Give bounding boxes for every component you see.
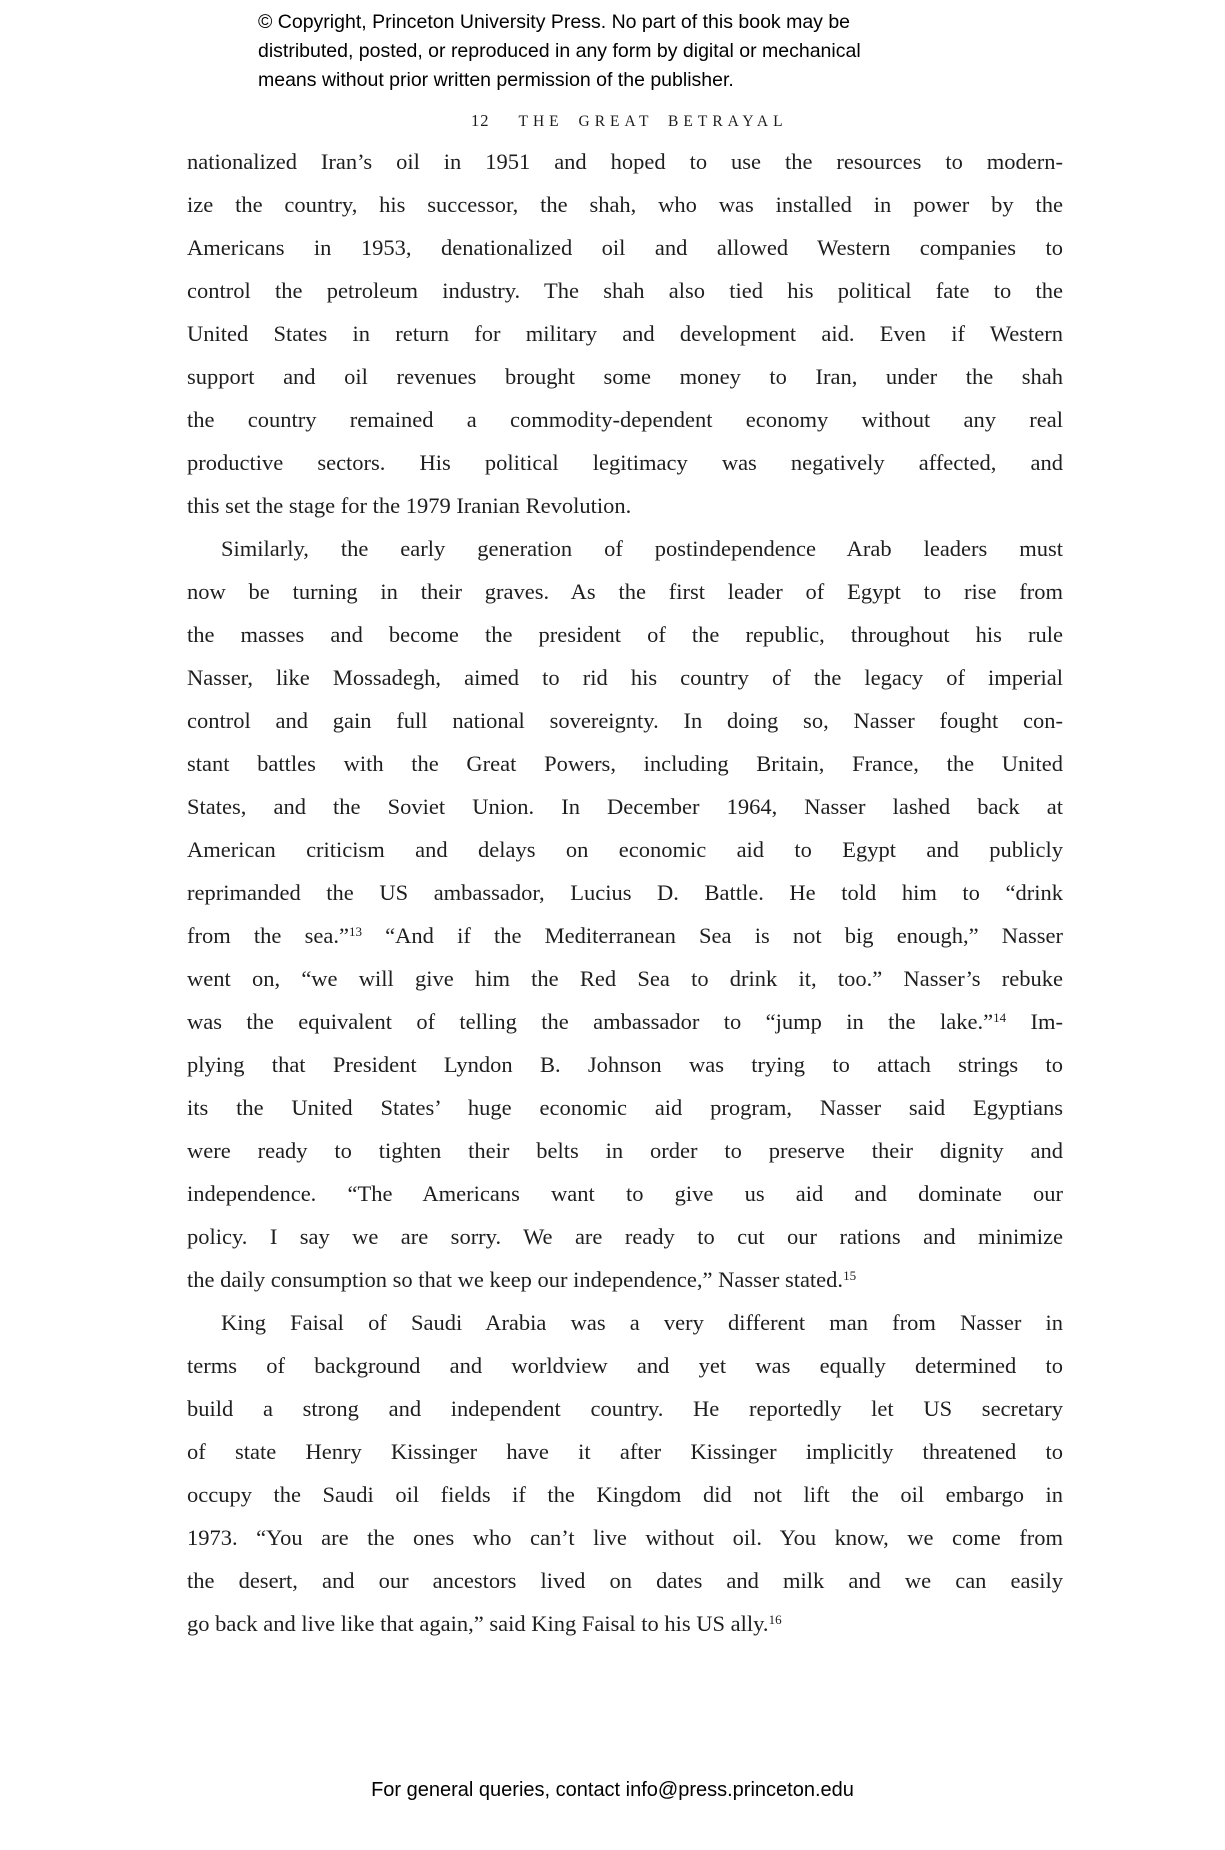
text-line: now be turning in their graves. As the first leader of Egypt to rise from [187, 579, 1063, 604]
footnote-ref: 13 [348, 923, 362, 939]
text-line: ize the country, his successor, the shah, who was installed in power by the [187, 192, 1063, 217]
page-number: 12 [471, 111, 490, 130]
paragraph [187, 140, 1063, 527]
text-line: stant battles with the Great Powers, including Britain, France, the United [187, 751, 1063, 776]
text-line: its the United States’ huge economic aid program, Nasser said Egyptians [187, 1095, 1063, 1120]
text-line: Americans in 1953, denationalized oil and allowed Western companies to [187, 235, 1063, 260]
footnote-ref: 16 [768, 1611, 782, 1627]
text-line: the daily consumption so that we keep our independence,” Nasser stated.$^{15}$ [187, 1267, 857, 1292]
body-text [187, 140, 1063, 1645]
text-line: of state Henry Kissinger have it after Kissinger implicitly threatened to [187, 1439, 1063, 1464]
text-line: Nasser, like Mossadegh, aimed to rid his country of the legacy of imperial [187, 665, 1063, 690]
text-line: the desert, and our ancestors lived on dates and milk and we can easily [187, 1568, 1063, 1593]
footnote-ref: 15 [843, 1267, 857, 1283]
text-line: terms of background and worldview and yet was equally determined to [187, 1353, 1063, 1378]
text-line: the masses and become the president of the republic, throughout his rule [187, 622, 1063, 647]
text-line: the country remained a commodity-dependent economy without any real [187, 407, 1063, 432]
footnote-ref: 14 [993, 1009, 1007, 1025]
text-line: productive sectors. His political legitimacy was negatively affected, and [187, 450, 1063, 475]
footer-query-line: For general queries, contact info@press.princeton.edu [371, 1779, 854, 1801]
text-line: control and gain full national sovereignty. In doing so, Nasser fought con- [187, 708, 1063, 733]
text-line: this set the stage for the 1979 Iranian Revolution. [187, 493, 632, 518]
text-line: United States in return for military and development aid. Even if Western [187, 321, 1063, 346]
copyright-notice [258, 8, 861, 95]
running-header [471, 111, 788, 131]
text-line: States, and the Soviet Union. In December 1964, Nasser lashed back at [187, 794, 1063, 819]
paragraph [187, 1301, 1063, 1645]
page-footer [0, 1779, 1225, 1802]
text-line: policy. I say we are sorry. We are ready to cut our rations and minimize [187, 1224, 1063, 1249]
text-line: Similarly, the early generation of postindependence Arab leaders must [221, 536, 1063, 561]
text-line: were ready to tighten their belts in order to preserve their dignity and [187, 1138, 1063, 1163]
text-line: build a strong and independent country. He reportedly let US secretary [187, 1396, 1063, 1421]
text-line: control the petroleum industry. The shah also tied his political fate to the [187, 278, 1063, 303]
text-line: occupy the Saudi oil fields if the Kingdom did not lift the oil embargo in [187, 1482, 1063, 1507]
copyright-line: © Copyright, Princeton University Press. No part of this book may be [258, 11, 851, 33]
text-line: was the equivalent of telling the ambassador to “jump in the lake.”$^{14}$ Im- [187, 1009, 1063, 1034]
copyright-line: means without prior written permission of the publisher. [258, 69, 734, 91]
text-line: American criticism and delays on economic aid to Egypt and publicly [187, 837, 1063, 862]
text-line: plying that President Lyndon B. Johnson was trying to attach strings to [187, 1052, 1063, 1077]
copyright-line: distributed, posted, or reproduced in any form by digital or mechanical [258, 40, 861, 62]
text-line: reprimanded the US ambassador, Lucius D. Battle. He told him to “drink [187, 880, 1063, 905]
text-line: King Faisal of Saudi Arabia was a very different man from Nasser in [221, 1310, 1063, 1335]
text-line: went on, “we will give him the Red Sea to drink it, too.” Nasser’s rebuke [187, 966, 1063, 991]
paragraph [187, 527, 1063, 1301]
text-line: from the sea.”$^{13}$ “And if the Mediterranean Sea is not big enough,” Nasser [187, 923, 1063, 948]
text-line: independence. “The Americans want to give us aid and dominate our [187, 1181, 1063, 1206]
running-title: THE GREAT BETRAYAL [518, 113, 788, 130]
text-line: go back and live like that again,” said King Faisal to his US ally.$^{16}$ [187, 1611, 782, 1636]
text-line: nationalized Iran’s oil in 1951 and hoped to use the resources to modern- [187, 149, 1063, 174]
text-line: support and oil revenues brought some money to Iran, under the shah [187, 364, 1063, 389]
text-line: 1973. “You are the ones who can’t live without oil. You know, we come from [187, 1525, 1063, 1550]
